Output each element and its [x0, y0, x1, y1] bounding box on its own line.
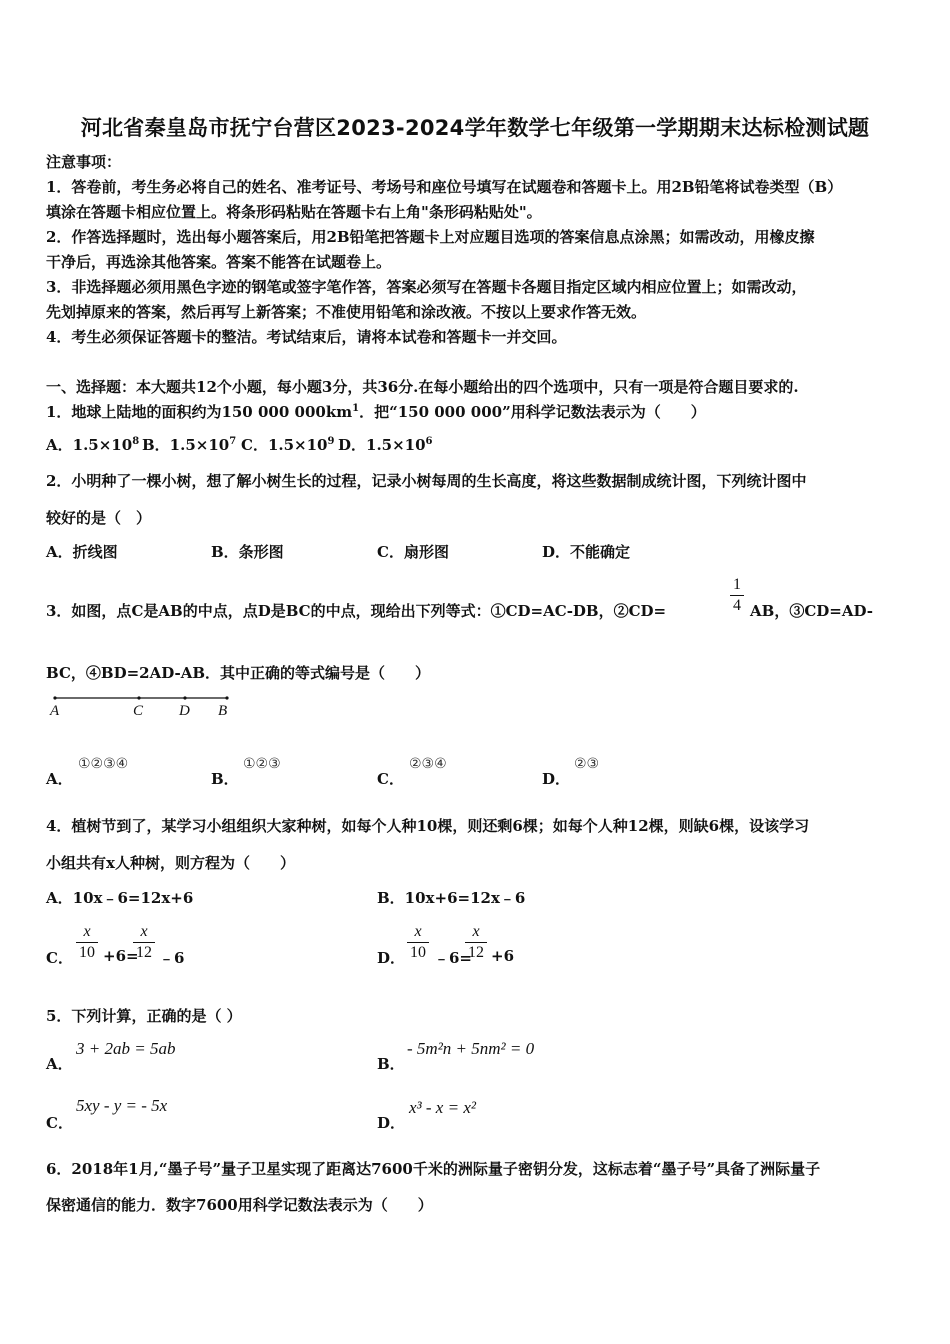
- question-2-line: 2．小明种了一棵小树，想了解小树生长的过程，记录小树每周的生长高度，将这些数据制成统计图，下列统计图中: [46, 472, 807, 490]
- q1-option-a: A．$1.5\times 10^8$: [46, 436, 140, 454]
- point-label-c: C: [133, 703, 144, 719]
- q3-option-d-value: ②③: [574, 756, 600, 772]
- notice-line: 4．考生必须保证答题卡的整洁。考试结束后，请将本试卷和答题卡一并交回。: [46, 328, 567, 346]
- q3-option-a-label: A．: [46, 770, 73, 788]
- notice-line: 3．非选择题必须用黑色字迹的钢笔或签字笔作答，答案必须写在答题卡各题目指定区域内相应位置上；如需改动，: [46, 278, 807, 296]
- question-3-line: AB，③CD=AD-: [750, 602, 873, 620]
- q4-option-d-frac1: [407, 923, 429, 962]
- q5-option-c-expr: 5xy - y = - 5x: [76, 1096, 168, 1115]
- q2-option-d: D．不能确定: [542, 543, 631, 561]
- q4-option-b: B．10x+6=12x﹣6: [377, 889, 526, 907]
- fraction-denominator: 4: [733, 597, 741, 614]
- point-c: [137, 696, 140, 699]
- q4-option-a: A．10x﹣6=12x+6: [46, 889, 194, 907]
- q4-option-d-label: D．: [377, 949, 406, 967]
- q3-option-c-value: ②③④: [409, 756, 447, 772]
- notice-line: 填涂在答题卡相应位置上。将条形码粘贴在答题卡右上角"条形码粘贴处"。: [46, 203, 542, 221]
- point-label-b: B: [218, 703, 228, 719]
- q5-option-d-label: D．: [377, 1114, 406, 1132]
- notice-line: 干净后，再选涂其他答案。答案不能答在试题卷上。: [46, 253, 392, 271]
- point-label-a: A: [50, 703, 60, 719]
- q4-option-c-frac1: [76, 923, 98, 962]
- fraction-denominator: 12: [136, 944, 152, 961]
- q3-segment-figure: [44, 690, 244, 724]
- page-title: 河北省秦皇岛市抚宁台营区2023-2024学年数学七年级第一学期期末达标检测试题: [80, 116, 870, 140]
- point-b: [225, 696, 228, 699]
- q3-fraction: [730, 576, 744, 615]
- q3-option-b-value: ①②③: [243, 756, 281, 772]
- q5-option-b-label: B．: [377, 1055, 405, 1073]
- q1-stem-part: 1．地球上陆地的面积约为150 000 000km: [46, 403, 353, 421]
- q2-option-c: C．扇形图: [377, 543, 449, 561]
- q3-option-a-value: ①②③④: [78, 756, 129, 772]
- question-3-line: BC，④BD=2AD-AB．其中正确的等式编号是（ ）: [46, 664, 431, 682]
- q4-option-c-mid: +6=: [103, 947, 139, 965]
- q3-option-c-label: C．: [377, 770, 404, 788]
- q4-option-c-label: C．: [46, 949, 73, 967]
- q1-option-b: B．$1.5\times 10^7$: [142, 436, 237, 454]
- fraction-numerator: 1: [733, 576, 741, 593]
- q1-superscript: 1: [352, 403, 360, 414]
- q4-option-d-frac2: [465, 923, 487, 962]
- question-2-line: 较好的是（ ）: [46, 509, 152, 527]
- question-5-stem: 5．下列计算，正确的是（ ）: [46, 1007, 242, 1025]
- q5-option-b-expr: - 5m²n + 5nm² = 0: [407, 1039, 535, 1058]
- q4-option-d-mid: ﹣6=: [434, 949, 473, 967]
- q1-option-c: C．$1.5\times 10^9$: [241, 436, 335, 454]
- fraction-denominator: 10: [410, 944, 426, 961]
- question-1-stem: [46, 401, 706, 422]
- q4-option-d-tail: +6: [491, 947, 515, 965]
- question-6-line: 保密通信的能力．数字7600用科学记数法表示为（ ）: [46, 1196, 433, 1214]
- notice-line: 先划掉原来的答案，然后再写上新答案；不准使用铅笔和涂改液。不按以上要求作答无效。: [46, 303, 647, 321]
- q4-option-c-tail: ﹣6: [159, 949, 185, 967]
- point-d: [183, 696, 186, 699]
- q5-option-a-label: A．: [46, 1055, 73, 1073]
- q1-option-d: D．$1.5\times 10^6$: [338, 436, 433, 454]
- q5-option-c-label: C．: [46, 1114, 73, 1132]
- section-heading: 一、选择题：本大题共12个小题，每小题3分，共36分.在每小题给出的四个选项中，只有一项是符合题目要求的.: [46, 378, 799, 396]
- fraction-denominator: 10: [79, 944, 95, 961]
- point-label-d: D: [179, 703, 190, 719]
- notice-line: 2．作答选择题时，选出每小题答案后，用2B铅笔把答题卡上对应题目选项的答案信息点涂黑；如需改动，用橡皮擦: [46, 228, 815, 246]
- fraction-numerator: x: [472, 923, 480, 940]
- fraction-denominator: 12: [468, 944, 484, 961]
- question-3-line: 3．如图，点C是AB的中点，点D是BC的中点，现给出下列等式：①CD=AC-DB，②CD=: [46, 602, 667, 620]
- fraction-numerator: x: [140, 923, 148, 940]
- q4-option-c-frac2: [133, 923, 155, 962]
- question-4-line: 小组共有x人种树，则方程为（ ）: [46, 854, 295, 872]
- point-a: [53, 696, 56, 699]
- question-4-line: 4．植树节到了，某学习小组组织大家种树，如每个人种10棵，则还剩6棵；如每个人种12棵，则缺6棵，设该学习: [46, 817, 810, 835]
- q5-option-d-expr: x³ - x = x²: [409, 1098, 476, 1117]
- q3-option-b-label: B．: [211, 770, 239, 788]
- q2-option-b: B．条形图: [211, 543, 284, 561]
- q1-stem-part: ．把“150 000 000”用科学记数法表示为（ ）: [359, 403, 706, 421]
- fraction-numerator: x: [414, 923, 422, 940]
- q2-option-a: A．折线图: [46, 543, 118, 561]
- question-6-line: 6．2018年1月,“墨子号”量子卫星实现了距离达7600千米的洲际量子密钥分发，这标志着“墨子号”具备了洲际量子: [46, 1160, 821, 1178]
- q5-option-a-expr: 3 + 2ab = 5ab: [76, 1039, 176, 1058]
- q3-option-d-label: D．: [542, 770, 571, 788]
- notice-heading: 注意事项：: [46, 153, 122, 171]
- notice-line: 1．答卷前，考生务必将自己的姓名、准考证号、考场号和座位号填写在试题卷和答题卡上。用2B铅笔将试卷类型（B）: [46, 178, 843, 196]
- fraction-numerator: x: [83, 923, 91, 940]
